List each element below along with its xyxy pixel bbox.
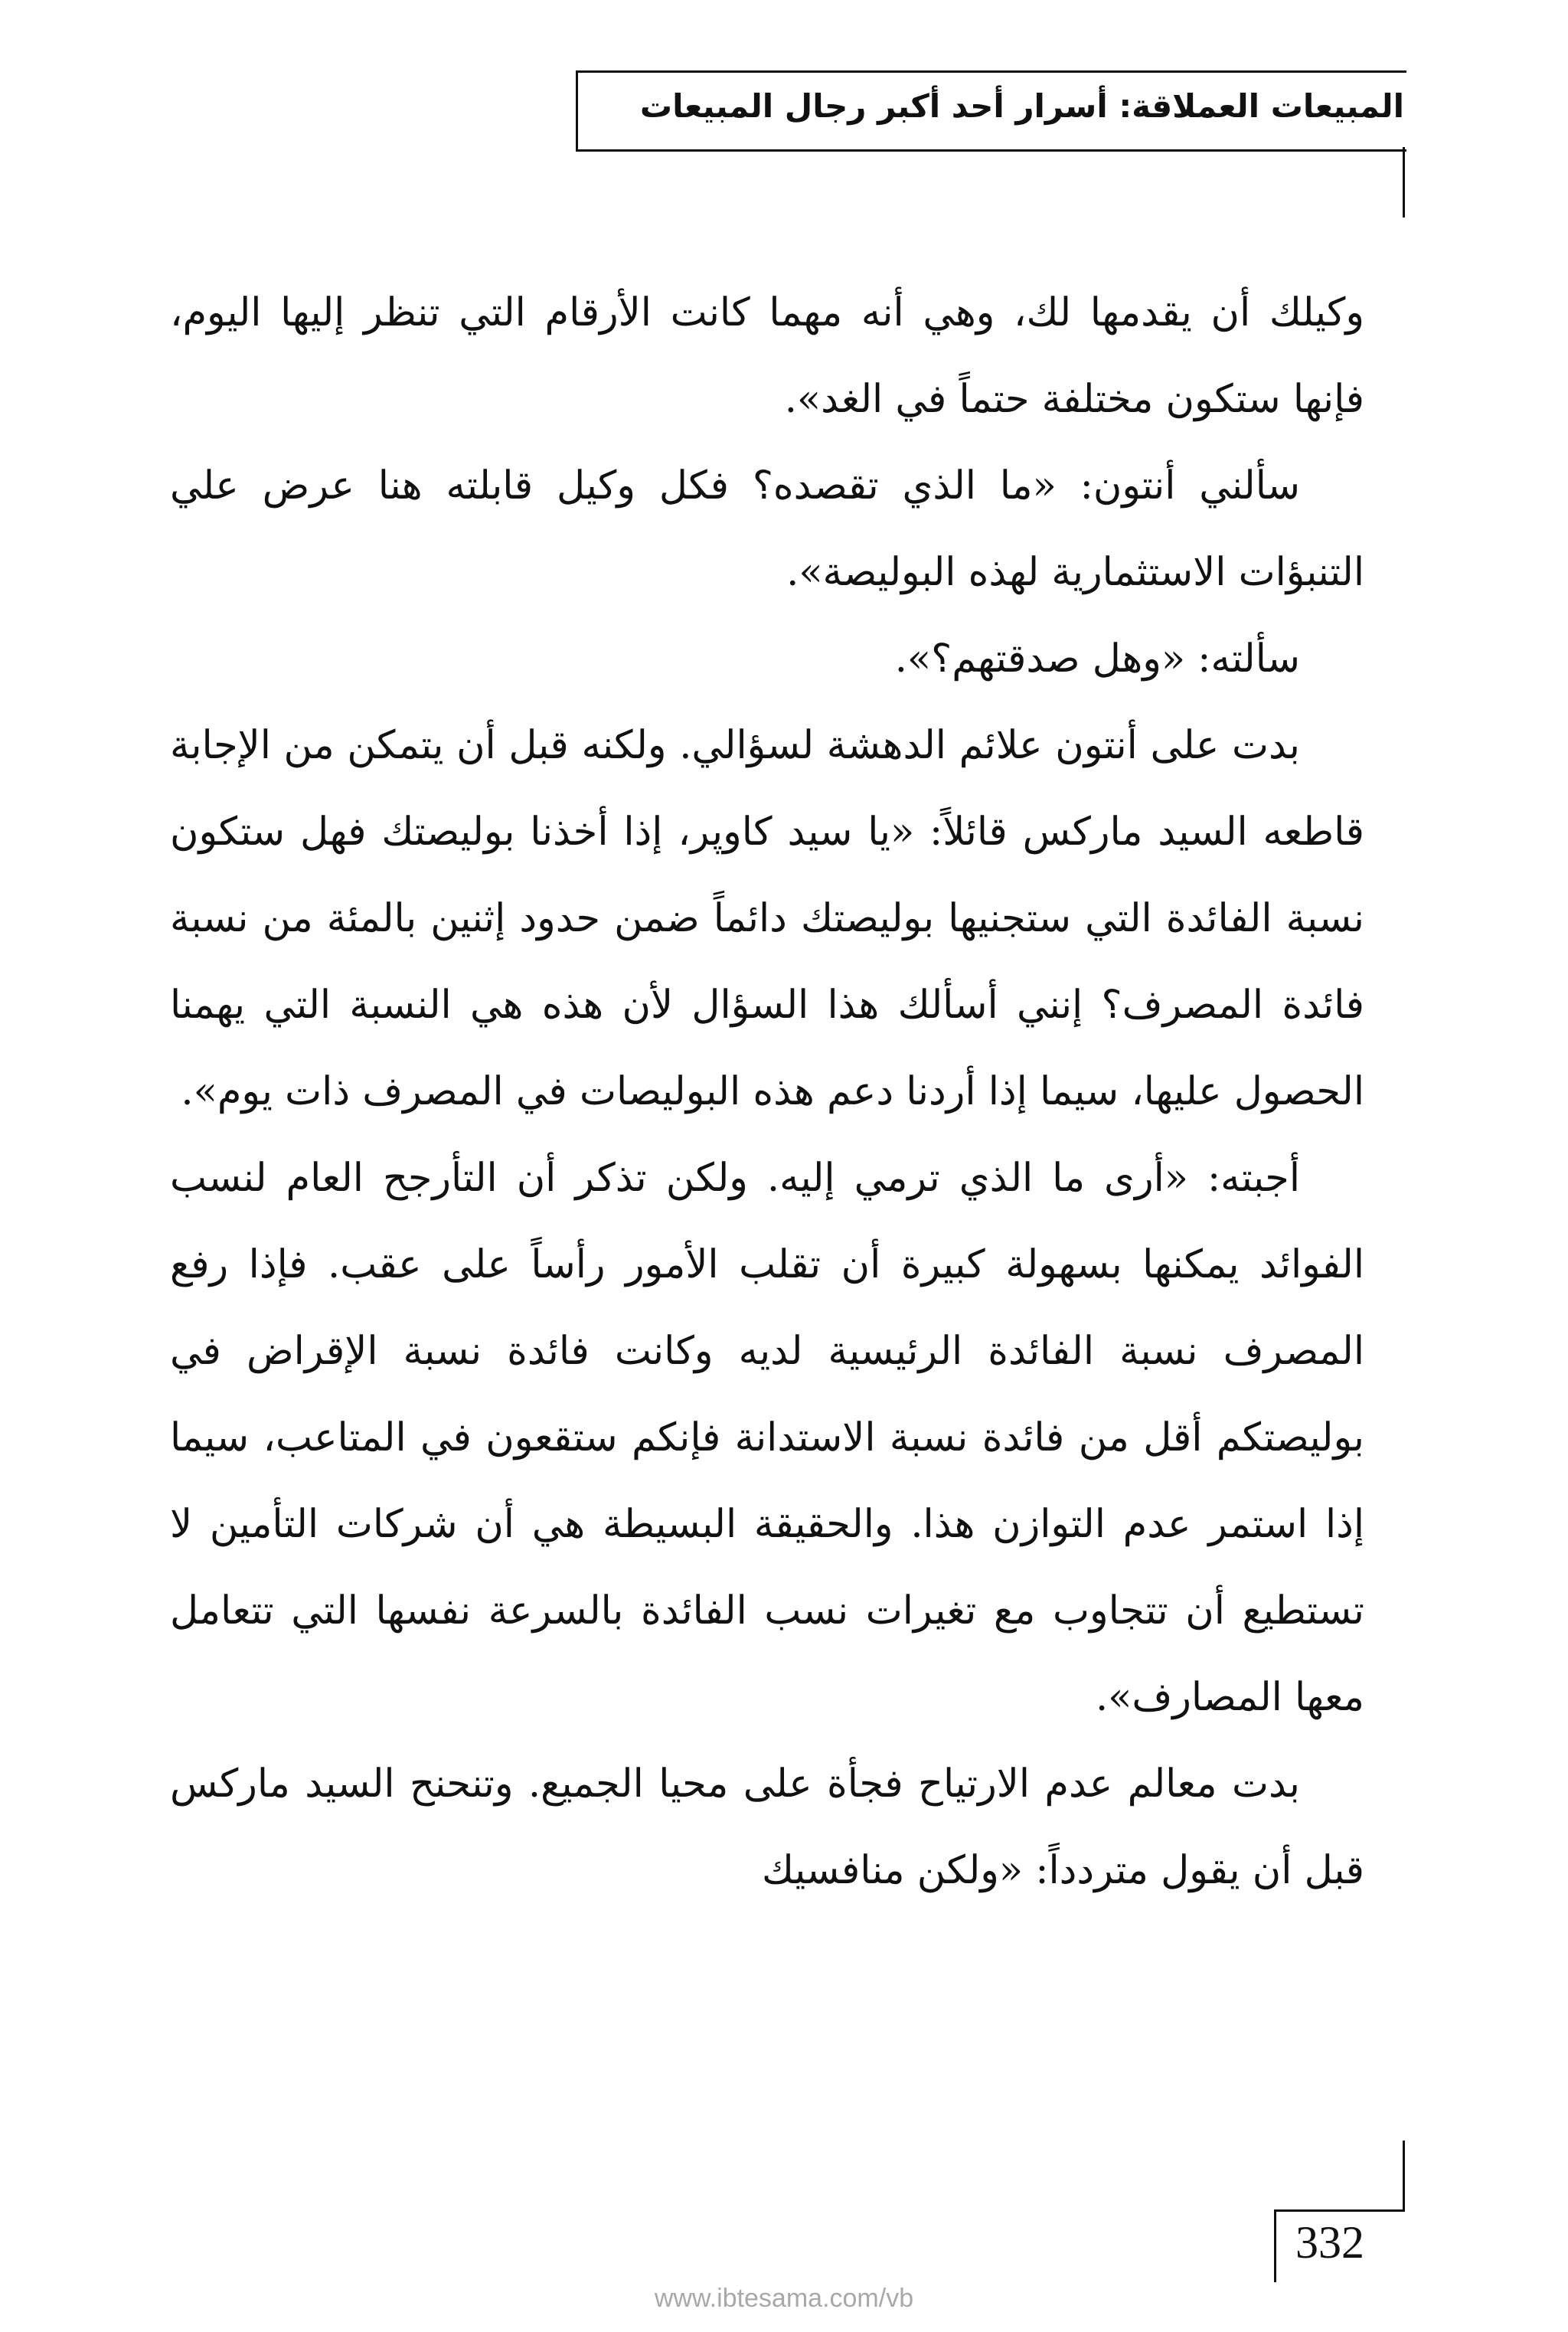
running-header-title: المبيعات العملاقة: أسرار أحد أكبر رجال المبيعات: [639, 87, 1404, 125]
page-number: 332: [1295, 2217, 1364, 2268]
paragraph-5: أجبته: «أرى ما الذي ترمي إليه. ولكن تذكر أن التأرجح العام لنسب الفوائد يمكنها بسهولة كبيرة أن تقلب الأمور رأساً على عقب. فإذا رفع المصرف نسبة الفائدة الرئيسية لديه وكانت فائدة نسبة الإقراض في بوليصتكم أقل من فائدة نسبة الاستدانة فإنكم ستقعون في المتاعب، سيما إذا استمر عدم التوازن هذا. والحقيقة البسيطة هي أن شركات التأمين لا تستطيع أن تتجاوب مع تغيرات نسب الفائدة بالسرعة نفسها التي تتعامل معها المصارف».: [170, 1156, 1364, 1720]
watermark-url: www.ibtesama.com/vb: [654, 2284, 914, 2313]
paragraph-2: سألني أنتون: «ما الذي تقصده؟ فكل وكيل قابلته هنا عرض علي التنبؤات الاستثمارية لهذه البوليصة».: [170, 463, 1364, 595]
header-rule: [1403, 147, 1405, 218]
footer-rule: [1403, 2141, 1405, 2209]
paragraph-1: وكيلك أن يقدمها لك، وهي أنه مهما كانت الأرقام التي تنظر إليها اليوم، فإنها ستكون مختلفة حتماً في الغد».: [170, 290, 1364, 422]
paragraph-3: سألته: «وهل صدقتهم؟».: [894, 636, 1300, 682]
paragraph-4: بدت على أنتون علائم الدهشة لسؤالي. ولكنه قبل أن يتمكن من الإجابة قاطعه السيد ماركس قائلاً: «يا سيد كاوپر، إذا أخذنا بوليصتك فهل ستكون نسبة الفائدة التي ستجنيها بوليصتك دائماً ضمن حدود إثنين بالمئة من نسبة فائدة المصرف؟ إنني أسألك هذا السؤال لأن هذه هي النسبة التي يهمنا الحصول عليها، سيما إذا أردنا دعم هذه البوليصات في المصرف ذات يوم».: [170, 723, 1364, 1114]
paragraph-6: بدت معالم عدم الارتياح فجأة على محيا الجميع. وتنحنح السيد ماركس قبل أن يقول متردداً: «ولكن منافسيك: [170, 1761, 1364, 1893]
page-body: [170, 270, 1364, 1914]
